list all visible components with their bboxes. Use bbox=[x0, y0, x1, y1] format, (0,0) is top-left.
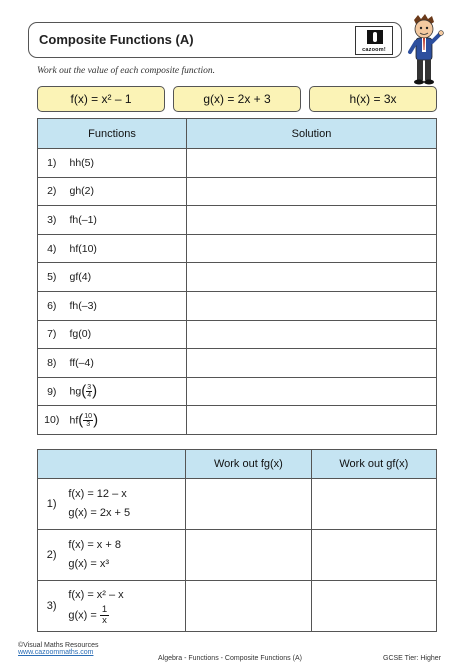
question-number: 5) bbox=[38, 263, 66, 292]
question-number: 3) bbox=[38, 581, 66, 632]
table-row bbox=[38, 291, 437, 320]
header-box bbox=[28, 22, 402, 58]
expr-prefix: hf bbox=[69, 413, 79, 426]
mascot-illustration bbox=[404, 14, 444, 86]
instruction-text: Work out the value of each composite function. bbox=[37, 66, 215, 76]
table-row bbox=[38, 349, 437, 378]
functions-table bbox=[37, 118, 437, 435]
question-number: 2) bbox=[38, 530, 66, 581]
fg-answer-cell[interactable] bbox=[186, 581, 311, 632]
solution-cell[interactable] bbox=[187, 320, 437, 349]
function-definitions bbox=[65, 581, 185, 632]
cazoom-logo bbox=[355, 26, 393, 55]
copyright-text: ©Visual Maths Resources bbox=[18, 642, 99, 649]
question-number: 3) bbox=[38, 206, 66, 235]
question-number: 9) bbox=[38, 377, 66, 406]
fg-header: Work out fg(x) bbox=[186, 450, 311, 479]
table-row bbox=[38, 263, 437, 292]
function-box-g: g(x) = 2x + 3 bbox=[173, 86, 301, 112]
question-expression: gf(4) bbox=[66, 263, 187, 292]
g-definition bbox=[68, 605, 185, 626]
question-number: 6) bbox=[38, 291, 66, 320]
table-row bbox=[38, 406, 437, 435]
table-row bbox=[38, 581, 437, 632]
table-row bbox=[38, 530, 437, 581]
table-row bbox=[38, 320, 437, 349]
f-definition: f(x) = 12 – x bbox=[68, 488, 127, 500]
question-expression: gh(2) bbox=[66, 177, 187, 206]
f-definition: f(x) = x + 8 bbox=[68, 539, 121, 551]
blank-header bbox=[38, 450, 186, 479]
solution-cell[interactable] bbox=[187, 263, 437, 292]
question-expression: hf(10) bbox=[66, 234, 187, 263]
question-number: 4) bbox=[38, 234, 66, 263]
question-expression: ff(–4) bbox=[66, 349, 187, 378]
question-expression: fh(–3) bbox=[66, 291, 187, 320]
fraction-denominator: 3 bbox=[86, 420, 91, 428]
logo-mark-icon bbox=[367, 30, 383, 44]
g-definition: g(x) = x³ bbox=[68, 558, 110, 570]
question-number: 2) bbox=[38, 177, 66, 206]
gf-header: Work out gf(x) bbox=[311, 450, 436, 479]
table-row bbox=[38, 234, 437, 263]
function-box-f: f(x) = x² – 1 bbox=[37, 86, 165, 112]
g-definition: g(x) = 2x + 5 bbox=[68, 507, 131, 519]
function-box-h: h(x) = 3x bbox=[309, 86, 437, 112]
table-row bbox=[38, 177, 437, 206]
solution-cell[interactable] bbox=[187, 291, 437, 320]
solution-cell[interactable] bbox=[187, 406, 437, 435]
solution-cell[interactable] bbox=[187, 349, 437, 378]
table-row bbox=[38, 377, 437, 406]
question-number: 1) bbox=[38, 479, 66, 530]
logo-text: cazoom! bbox=[362, 47, 386, 53]
gf-answer-cell[interactable] bbox=[311, 581, 436, 632]
question-number: 10) bbox=[38, 406, 66, 435]
question-expression: fg(0) bbox=[66, 320, 187, 349]
g-prefix: g(x) = bbox=[68, 609, 100, 622]
website-link[interactable]: www.cazoommaths.com bbox=[18, 649, 94, 656]
footer-tier: GCSE Tier: Higher bbox=[383, 655, 441, 662]
fraction-numerator: 1 bbox=[101, 604, 108, 615]
table-row bbox=[38, 479, 437, 530]
question-number: 7) bbox=[38, 320, 66, 349]
composite-table bbox=[37, 449, 437, 632]
fg-answer-cell[interactable] bbox=[186, 530, 311, 581]
solution-cell[interactable] bbox=[187, 377, 437, 406]
gf-answer-cell[interactable] bbox=[311, 479, 436, 530]
fg-answer-cell[interactable] bbox=[186, 479, 311, 530]
solution-header: Solution bbox=[187, 119, 437, 149]
fraction-denominator: 4 bbox=[87, 392, 92, 400]
f-definition: f(x) = x² – x bbox=[68, 589, 124, 601]
question-expression: hh(5) bbox=[66, 149, 187, 178]
table-row bbox=[38, 206, 437, 235]
function-definitions bbox=[65, 479, 185, 530]
gf-answer-cell[interactable] bbox=[311, 530, 436, 581]
question-expression: hg( $\frac{3}{4}$ ) bbox=[66, 377, 187, 406]
question-expression: hf( $\frac{10}{3}$ ) bbox=[66, 406, 187, 435]
solution-cell[interactable] bbox=[187, 177, 437, 206]
question-expression: fh(–1) bbox=[66, 206, 187, 235]
fraction bbox=[83, 413, 93, 428]
fraction-numerator: 10 bbox=[84, 412, 93, 420]
table-row bbox=[38, 149, 437, 178]
solution-cell[interactable] bbox=[187, 206, 437, 235]
solution-cell[interactable] bbox=[187, 149, 437, 178]
functions-header: Functions bbox=[38, 119, 187, 149]
fraction bbox=[100, 605, 109, 626]
fraction-denominator: x bbox=[102, 615, 107, 626]
page-title: Composite Functions (A) bbox=[39, 32, 194, 47]
function-definitions bbox=[65, 530, 185, 581]
footer-left bbox=[18, 642, 99, 656]
question-number: 1) bbox=[38, 149, 66, 178]
solution-cell[interactable] bbox=[187, 234, 437, 263]
fraction-numerator: 3 bbox=[87, 384, 92, 392]
question-number: 8) bbox=[38, 349, 66, 378]
footer-topic: Algebra - Functions - Composite Functions (A) bbox=[158, 655, 302, 662]
expr-prefix: hg bbox=[69, 385, 82, 398]
